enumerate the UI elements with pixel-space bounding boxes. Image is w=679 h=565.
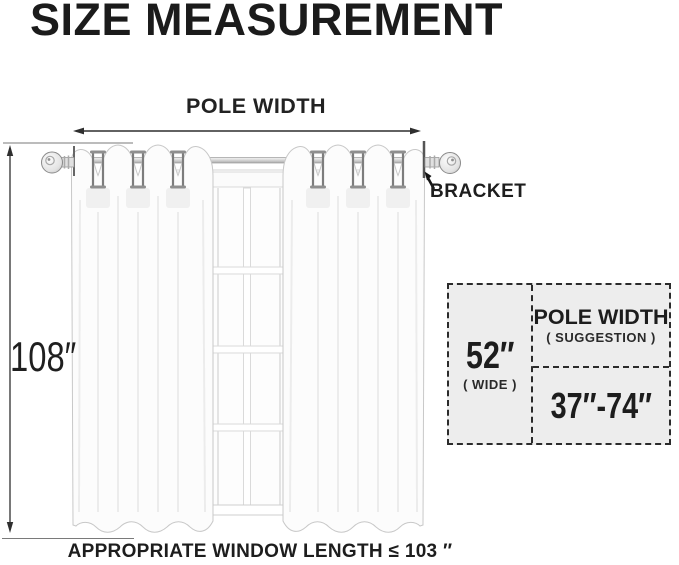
curtain-height-label: 108″ [10, 333, 77, 380]
size-suggestion-table [447, 283, 671, 445]
pole-width-range: 37″-74″ [550, 384, 652, 426]
curtain-panel-left [72, 145, 214, 532]
curtain-width-note: ( WIDE ) [463, 377, 517, 392]
page-title: SIZE MEASUREMENT [30, 0, 504, 45]
pole-width-label: POLE WIDTH [186, 94, 326, 118]
curtain-width-cell [449, 285, 533, 443]
grommet-shadows-right [306, 188, 410, 208]
curtain-panel-right [283, 145, 425, 532]
pole-width-arrow [73, 128, 421, 135]
pole-width-header: POLE WIDTH [533, 304, 669, 329]
pole-width-range-cell [533, 368, 669, 443]
finial-left [42, 152, 75, 173]
pole-width-header-cell [533, 285, 669, 368]
bracket-label: BRACKET [430, 181, 527, 202]
pole-width-note: ( SUGGESTION ) [546, 330, 656, 346]
window-length-caption: APPROPRIATE WINDOW LENGTH ≤ 103 ″ [67, 541, 453, 562]
finial-right [425, 153, 461, 174]
grommet-shadows-left [86, 188, 190, 208]
pole-width-column [533, 285, 669, 443]
curtain-width-value: 52″ [465, 335, 515, 377]
